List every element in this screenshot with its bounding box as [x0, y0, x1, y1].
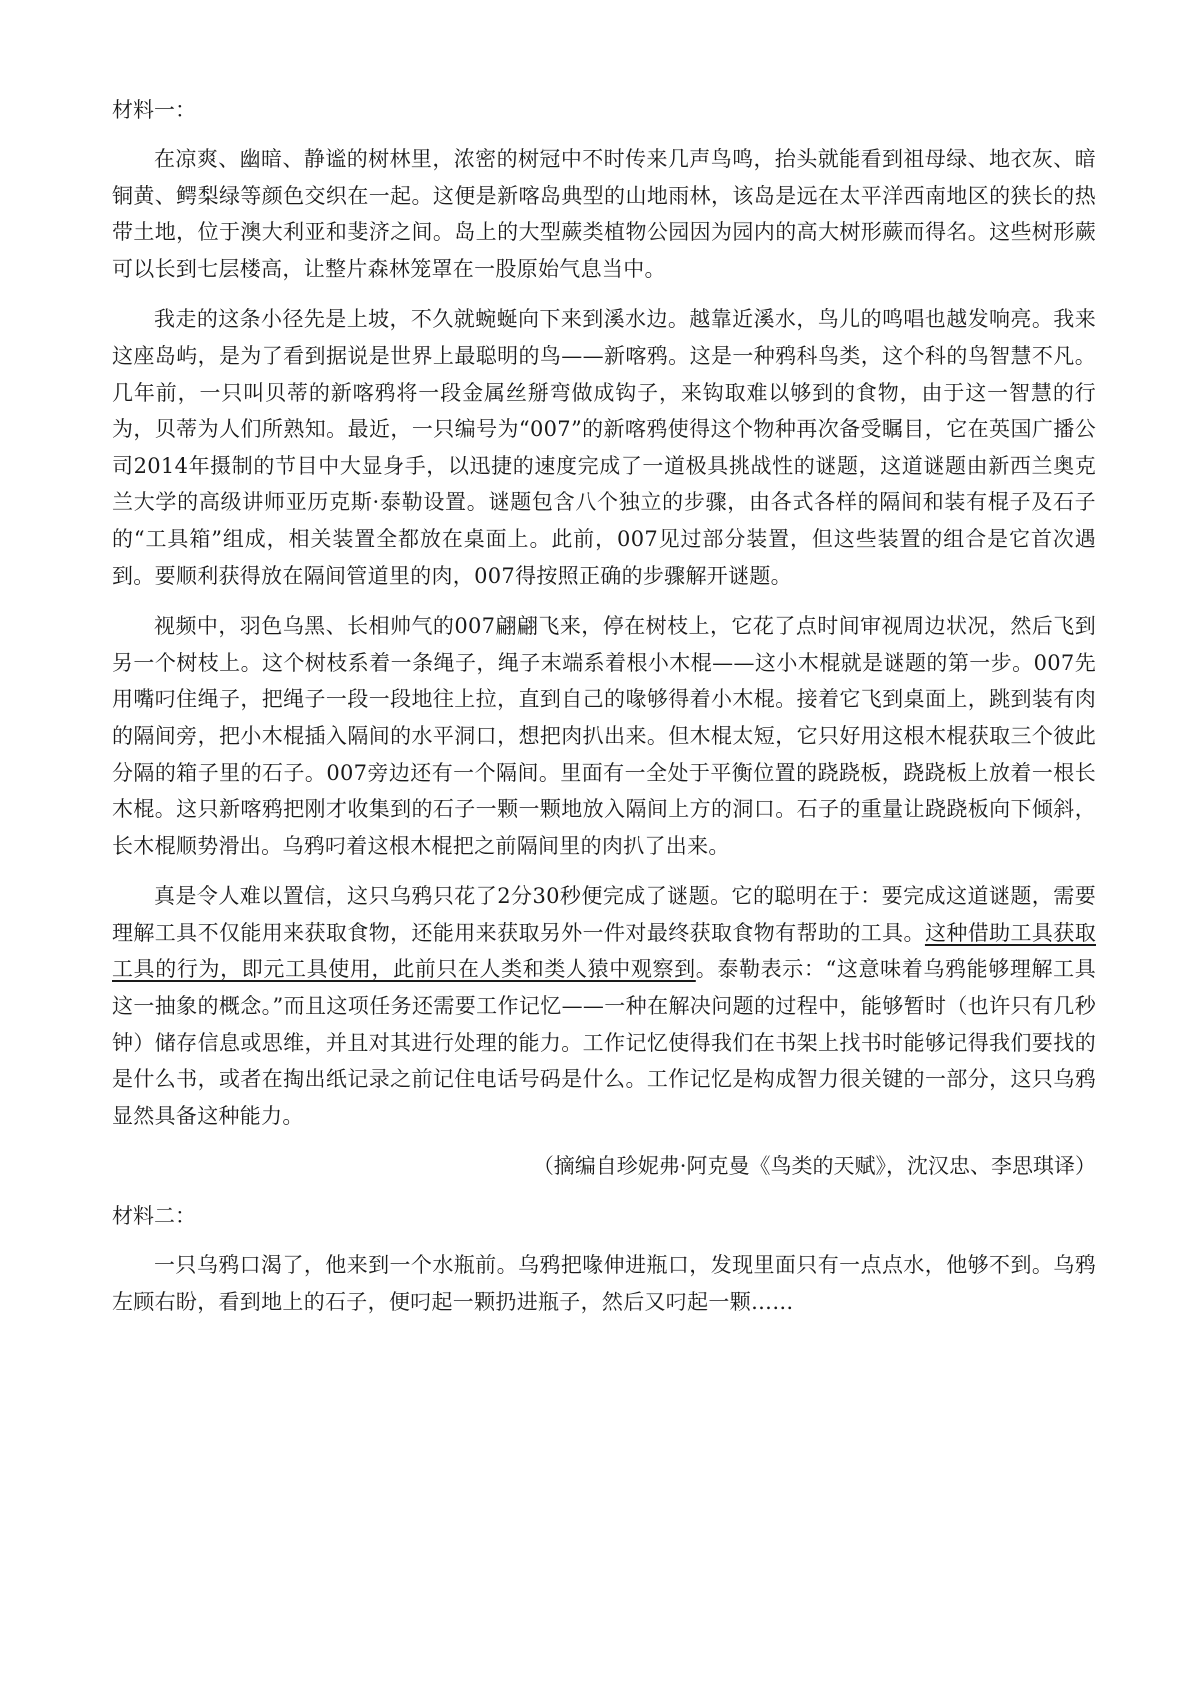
- material-one-heading: 材料一：: [112, 98, 196, 122]
- source-citation: （摘编自珍妮弗·阿克曼《鸟类的天赋》，沈汉忠、李思琪译）: [532, 1154, 1096, 1179]
- material-one-paragraph-2: 我走的这条小径先是上坡，不久就蜿蜒向下来到溪水边。越靠近溪水，鸟儿的鸣唱也越发响亮。我来这座岛屿，是为了看到据说是世界上最聪明的鸟——新喀鸦。这是一种鸦科鸟类，这个科的鸟智慧不凡。几年前，一只叫贝蒂的新喀鸦将一段金属丝掰弯做成钩子，来钩取难以够到的食物，由于这一智慧的行为，贝蒂为人们所熟知。最近，一只编号为“007”的新喀鸦使得这个物种再次备受瞩目，它在英国广播公司2014年摄制的节目中大显身手，以迅捷的速度完成了一道极具挑战性的谜题，这道谜题由新西兰奥克兰大学的高级讲师亚历克斯·泰勒设置。谜题包含八个独立的步骤，由各式各样的隔间和装有棍子及石子的“工具箱”组成，相关装置全都放在桌面上。此前，007见过部分装置，但这些装置的组合是它首次遇到。要顺利获得放在隔间管道里的肉，007得按照正确的步骤解开谜题。: [112, 307, 1096, 588]
- material-two-paragraph-1: 一只乌鸦口渴了，他来到一个水瓶前。乌鸦把喙伸进瓶口，发现里面只有一点点水，他够不到。乌鸦左顾右盼，看到地上的石子，便叼起一颗扔进瓶子，然后又叼起一颗……: [112, 1253, 1096, 1315]
- paragraph-4-text-start: 真是令人难以置信，这只乌鸦只花了2分30秒便完成了谜题。它的聪明在于：要完成这道谜题，需要理解工具不仅能用来获取食物，还能用来获取另外一件对最终获取食物有帮助的工具。: [112, 884, 1096, 945]
- document-page: [112, 92, 1096, 1335]
- paragraph-4-text-end: 。泰勒表示：“这意味着乌鸦能够理解工具这一抽象的概念。”而且这项任务还需要工作记忆——一种在解决问题的过程中，能够暂时（也许只有几秒钟）储存信息或思维，并且对其进行处理的能力。工作记忆使得我们在书架上找书时能够记得我们要找的是什么书，或者在掏出纸记录之前记住电话号码是什么。工作记忆是构成智力很关键的一部分，这只乌鸦显然具备这种能力。: [112, 957, 1096, 1128]
- material-two-heading: 材料二：: [112, 1204, 196, 1229]
- underlined-sentence: 这种借助工具获取工具的行为，即元工具使用，此前只在人类和类人猿中观察到: [112, 920, 1096, 982]
- material-one-paragraph-3: 视频中，羽色乌黑、长相帅气的007翩翩飞来，停在树枝上，它花了点时间审视周边状况，然后飞到另一个树枝上。这个树枝系着一条绳子，绳子末端系着根小木棍——这小木棍就是谜题的第一步。007先用嘴叼住绳子，把绳子一段一段地往上拉，直到自己的喙够得着小木棍。接着它飞到桌面上，跳到装有肉的隔间旁，把小木棍插入隔间的水平洞口，想把肉扒出来。但木棍太短，它只好用这根木棍获取三个彼此分隔的箱子里的石子。007旁边还有一个隔间。里面有一全处于平衡位置的跷跷板，跷跷板上放着一根长木棍。这只新喀鸦把刚才收集到的石子一颗一颗地放入隔间上方的洞口。石子的重量让跷跷板向下倾斜，长木棍顺势滑出。乌鸦叼着这根木棍把之前隔间里的肉扒了出来。: [112, 614, 1096, 858]
- material-one-paragraph-4: [112, 878, 1096, 1134]
- material-one-paragraph-1: 在凉爽、幽暗、静谧的树林里，浓密的树冠中不时传来几声鸟鸣，抬头就能看到祖母绿、地衣灰、暗铜黄、鳄梨绿等颜色交织在一起。这便是新喀岛典型的山地雨林，该岛是远在太平洋西南地区的狭长的热带土地，位于澳大利亚和斐济之间。岛上的大型蕨类植物公园因为园内的高大树形蕨而得名。这些树形蕨可以长到七层楼高，让整片森林笼罩在一股原始气息当中。: [112, 147, 1096, 281]
